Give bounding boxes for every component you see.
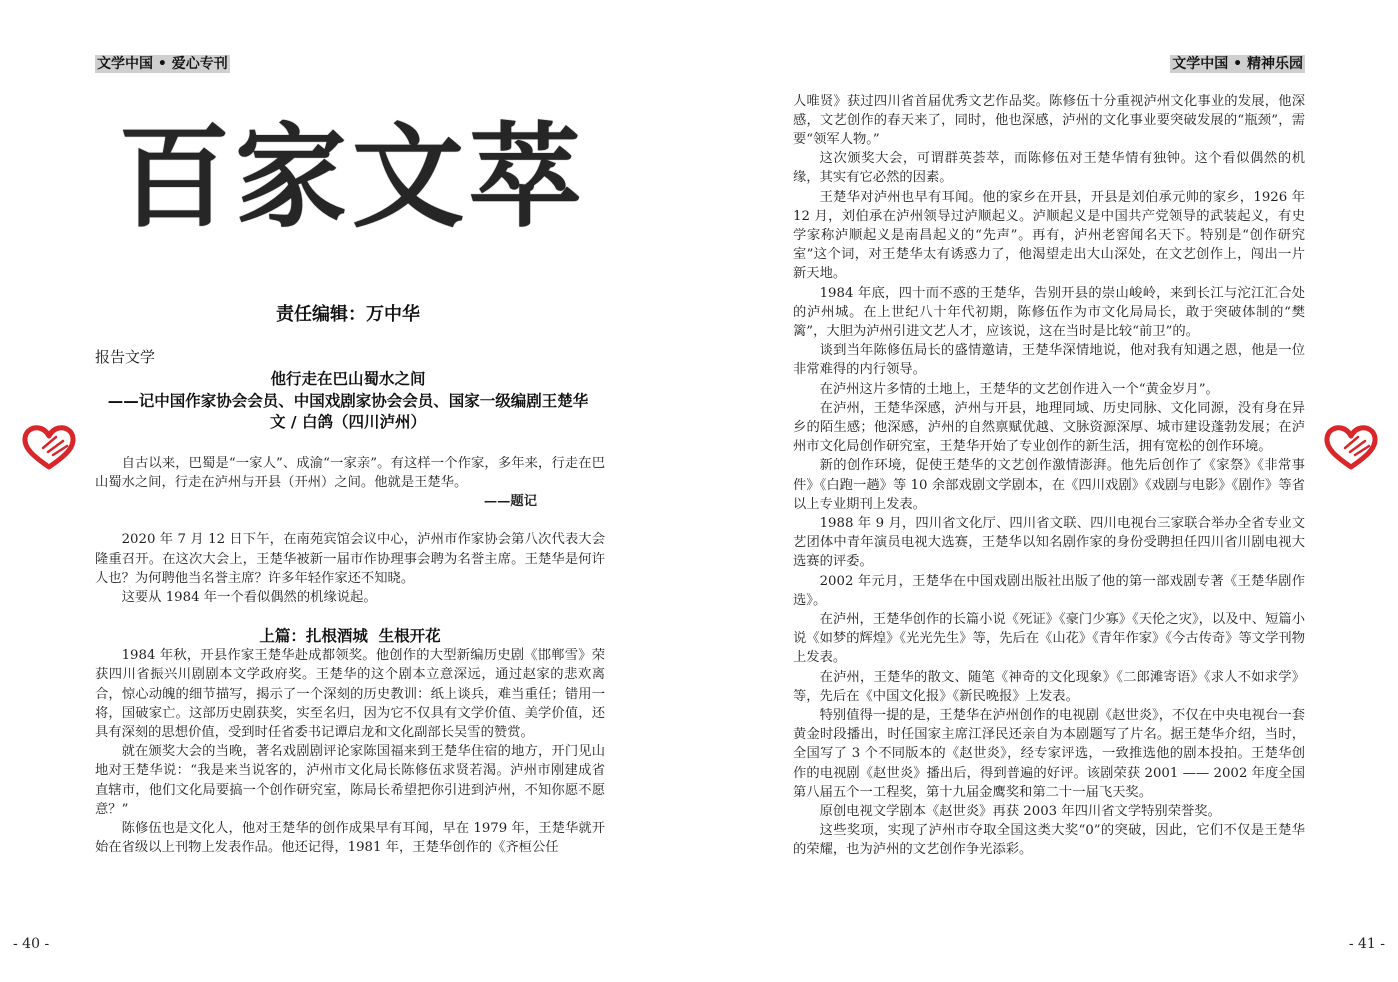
page-number: - 40 - [13,936,50,952]
paragraph: 1984 年底，四十而不惑的王楚华，告别开县的崇山峻岭，来到长江与沱江汇合处的泸州城。在上世纪八十年代初期，陈修伍作为市文化局局长，敢于突破体制的“樊篱”，大胆为泸州引进文艺人才，应该说，这在当时是比较“前卫”的。 [793,285,1305,339]
editor-credit: 责任编辑：万中华 [276,304,420,325]
epigraph-signature: ——题记 [483,493,537,509]
continued-paragraph: 人唯贤》获过四川省首届优秀文艺作品奖。陈修伍十分重视泸州文化事业的发展，他深感，文艺创作的春天来了，同时，他也深感，泸州的文化事业要突破发展的“瓶颈”，需要“领军人物。” [793,93,1305,147]
epigraph: 自古以来，巴蜀是“一家人”、成渝“一家亲”。有这样一个作家，多年来，行走在巴山蜀水之间，行走在泸州与开县（开州）之间。他就是王楚华。 [95,455,605,490]
paragraph: 1988 年 9 月，四川省文化厅、四川省文联、四川电视台三家联合举办全省专业文艺团体中青年演员电视大选赛，王楚华以知名剧作家的身份受聘担任四川省川剧电视大选赛的评委。 [793,515,1305,570]
byline: 文 / 白鸽（四川泸州） [270,413,426,431]
paragraph: 新的创作环境，促使王楚华的文艺创作激情澎湃。他先后创作了《家祭》《非常事件》《白跑一趟》等 10 余部戏剧文学剧本，在《四川戏剧》《戏剧与电影》《剧作》等省以上专业期刊上发表。 [793,458,1305,512]
paragraph: 就在颁奖大会的当晚，著名戏剧剧评论家陈国福来到王楚华住宿的地方，开门见山地对王楚华说：“我是来当说客的，泸州市文化局长陈修伍求贤若渴。泸州市刚建成省直辖市，他们文化局要搞一个创作研究室，陈局长希望把你引进到泸州，不知你愿不愿意？” [95,744,605,817]
running-header: 文学中国 • 精神乐园 [1172,56,1303,72]
section-heading: 上篇：扎根酒城 生根开花 [259,627,441,646]
paragraph: 这次颁奖大会，可谓群英荟萃，而陈修伍对王楚华情有独钟。这个看似偶然的机缘，其实有它必然的因素。 [793,151,1305,186]
paragraph-spacer [95,511,605,530]
article-body-left [95,454,605,858]
column-banner-title: 百家文萃 [118,112,586,243]
page-number: - 41 - [1348,936,1385,952]
paragraph: 特别值得一提的是，王楚华在泸州创作的电视剧《赵世炎》，不仅在中央电视台一套黄金时段播出，时任国家主席江泽民还亲自为本剧题写了片名。据王楚华介绍，当时，全国写了 3 个不同版本的《赵世炎》，经专家评选，一致推选他的剧本投拍。王楚华创作的电视剧《赵世炎》播出后，得到普遍的好评。该剧荣获 2001 —— 2002 年度全国第八届五个一工程奖，第十九届金鹰奖和第二十一届飞天奖。 [793,708,1305,800]
running-header: 文学中国 • 爱心专刊 [97,56,228,72]
article-heading [95,369,601,434]
paragraph: 原创电视文学剧本《赵世炎》再获 2003 年四川省文学特别荣誉奖。 [819,804,1221,820]
paragraph: 在泸州，王楚华的散文、随笔《神奇的文化现象》《二郎滩寄语》《求人不如求学》等，先后在《中国文化报》《新民晚报》上发表。 [793,669,1305,704]
paragraph: 在泸州这片多情的土地上，王楚华的文艺创作进入一个“黄金岁月”。 [819,381,1219,397]
article-subtitle: ——记中国作家协会会员、中国戏剧家协会会员、国家一级编剧王楚华 [107,391,589,410]
paragraph: 2020 年 7 月 12 日下午，在南苑宾馆会议中心，泸州市作家协会第八次代表大会隆重召开。在这次大会上，王楚华被新一届市作协理事会聘为名誉主席。王楚华是何许人也？为何聘他当名誉主席？许多年轻作家还不知晓。 [95,532,605,586]
heart-icon [1323,424,1379,472]
article-title: 他行走在巴山蜀水之间 [270,370,426,388]
paragraph: 陈修伍也是文化人，他对王楚华的创作成果早有耳闻，早在 1979 年，王楚华就开始在省级以上刊物上发表作品。他还记得，1981 年，王楚华创作的《齐桓公任 [95,820,605,856]
genre-label: 报告文学 [95,348,156,366]
paragraph: 谈到当年陈修伍局长的盛情邀请，王楚华深情地说，他对我有知遇之恩，他是一位非常难得的内行领导。 [793,343,1305,378]
paragraph: 在泸州，王楚华创作的长篇小说《死证》《豪门少寡》《天伦之灾》，以及中、短篇小说《如梦的辉煌》《光光先生》等，先后在《山花》《青年作家》《今古传奇》等文学刊物上发表。 [793,611,1305,666]
paragraph: 这要从 1984 年一个看似偶然的机缘说起。 [121,589,377,605]
paragraph: 王楚华对泸州也早有耳闻。他的家乡在开县，开县是刘伯承元帅的家乡，1926 年 12 月，刘伯承在泸州领导过泸顺起义。泸顺起义是中国共产党领导的武装起义，有史学家称泸顺起义是南昌起义的“先声”。再有，泸州老窖闻名天下。特别是“创作研究室”这个词，对王楚华太有诱惑力了，他渴望走出大山深处，在文艺创作上，闯出一片新天地。 [793,189,1305,282]
paragraph: 在泸州，王楚华深感，泸州与开县，地理同域、历史同脉、文化同源，没有身在异乡的陌生感；他深感，泸州的自然禀赋优越、文脉资源深厚、城市建设蓬勃发展；在泸州市文化局创作研究室，王楚华开始了专业创作的新生活，拥有宽松的创作环境。 [793,400,1305,455]
heart-icon [21,424,77,472]
paragraph: 2002 年元月，王楚华在中国戏剧出版社出版了他的第一部戏剧专著《王楚华剧作选》。 [793,573,1305,608]
paragraph: 这些奖项，实现了泸州市夺取全国这类大奖“0”的突破，因此，它们不仅是王楚华的荣耀，也为泸州的文艺创作争光添彩。 [793,823,1305,858]
paragraph: 1984 年秋，开县作家王楚华赴成都领奖。他创作的大型新编历史剧《邯郸雪》荣获四川省振兴川剧剧本文学政府奖。王楚华的这个剧本立意深远，通过赵家的悲欢离合，惊心动魄的细节描写，揭示了一个深刻的历史教训：纸上谈兵，难当重任；错用一将，国破家亡。这部历史剧获奖，实至名归，因为它不仅具有文学价值、美学价值，还具有深刻的思想价值，受到时任省委书记谭启龙和文化副部长吴雪的赞赏。 [95,648,605,740]
article-body-right [793,92,1305,860]
